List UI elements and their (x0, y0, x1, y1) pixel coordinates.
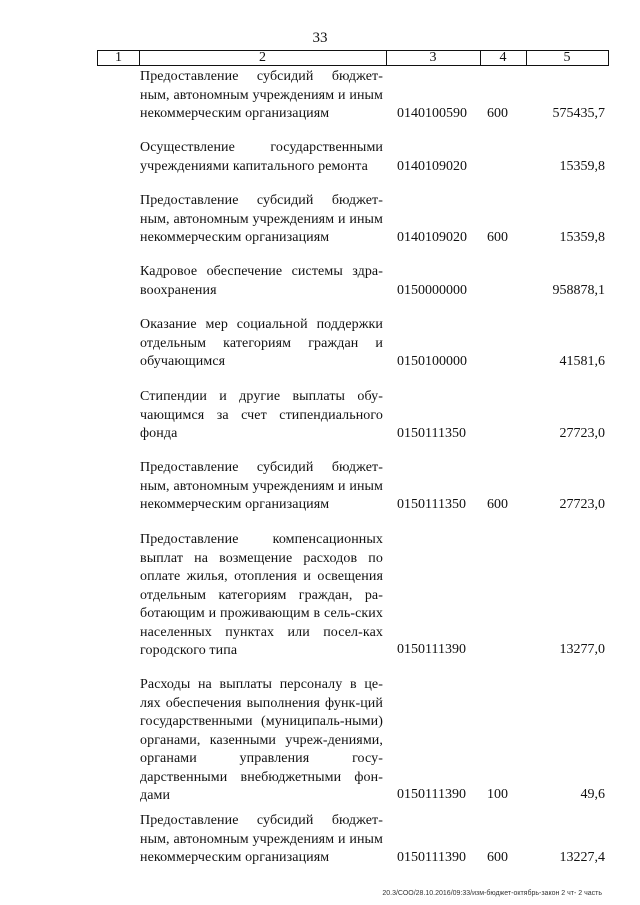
table-row (0, 812, 640, 867)
row-sum: 13227,4 (559, 849, 605, 865)
row-code: 0140109020 (397, 229, 467, 245)
row-sum: 49,6 (580, 786, 605, 802)
row-name: Предоставление субсидий бюджет-ным, автономным учреждениям и иным некоммерческим организациям (140, 813, 383, 865)
table-row (0, 68, 640, 123)
row-code: 0150111350 (397, 496, 466, 512)
row-vr: 100 (487, 786, 508, 802)
row-vr: 600 (487, 849, 508, 865)
row-sum: 13277,0 (559, 641, 605, 657)
row-vr: 600 (487, 105, 508, 121)
table-row (0, 192, 640, 247)
row-code: 0150111350 (397, 425, 466, 441)
header-col-3: 3 (429, 50, 437, 65)
row-code: 0150111390 (397, 849, 466, 865)
row-sum: 958878,1 (552, 282, 605, 298)
row-code: 0140109020 (397, 158, 467, 174)
row-vr: 600 (487, 496, 508, 512)
table-row (0, 388, 640, 443)
table-row (0, 316, 640, 371)
row-sum: 15359,8 (559, 229, 605, 245)
table-row (0, 531, 640, 659)
table-row (0, 139, 640, 176)
page-number: 33 (312, 30, 328, 46)
row-name: Предоставление субсидий бюджет-ным, автономным учреждениям и иным некоммерческим организациям (140, 193, 383, 245)
row-name: Кадровое обеспечение системы здра-воохранения (140, 264, 383, 298)
row-name: Оказание мер социальной поддержки отдельным категориям граждан и обучающимся (140, 317, 383, 369)
row-sum: 27723,0 (559, 496, 605, 512)
document-footer-stamp: 20.3/СОО/28.10.2016/09:33/изм-бюджет-октябрь-закон 2 чт- 2 часть (382, 890, 602, 897)
row-code: 0140100590 (397, 105, 467, 121)
row-code: 0150111390 (397, 641, 466, 657)
row-sum: 575435,7 (552, 105, 605, 121)
row-vr: 600 (487, 229, 508, 245)
table-row (0, 676, 640, 804)
header-col-1: 1 (115, 50, 122, 65)
row-sum: 41581,6 (559, 353, 605, 369)
row-name: Стипендии и другие выплаты обу-чающимся за счет стипендиального фонда (140, 389, 383, 441)
row-sum: 27723,0 (559, 425, 605, 441)
row-name: Осуществление государственными учреждениями капитального ремонта (140, 140, 383, 174)
row-code: 0150100000 (397, 353, 467, 369)
header-col-2: 2 (259, 50, 266, 65)
row-code: 0150000000 (397, 282, 467, 298)
row-code: 0150111390 (397, 786, 466, 802)
table-row (0, 263, 640, 300)
row-name: Предоставление субсидий бюджет-ным, автономным учреждениям и иным некоммерческим организациям (140, 69, 383, 121)
header-col-5: 5 (563, 50, 571, 65)
row-name: Предоставление компенсационных выплат на возмещение расходов по оплате жилья, отопления и освещения отдельным категориям граждан, ра-ботающим и проживающим в сель-ских населенных пунктах или посел-ках городского типа (140, 532, 383, 658)
table-header (97, 50, 609, 66)
header-col-4: 4 (499, 50, 507, 65)
row-name: Предоставление субсидий бюджет-ным, автономным учреждениям и иным некоммерческим организациям (140, 460, 383, 512)
row-name: Расходы на выплаты персоналу в це-лях обеспечения выполнения функ-ций государственными (муниципаль-ными) органами, казенными учреж-дениями, органами управления госу-дарственными внебюджетными фон-дами (140, 677, 383, 803)
table-row (0, 459, 640, 514)
row-sum: 15359,8 (559, 158, 605, 174)
